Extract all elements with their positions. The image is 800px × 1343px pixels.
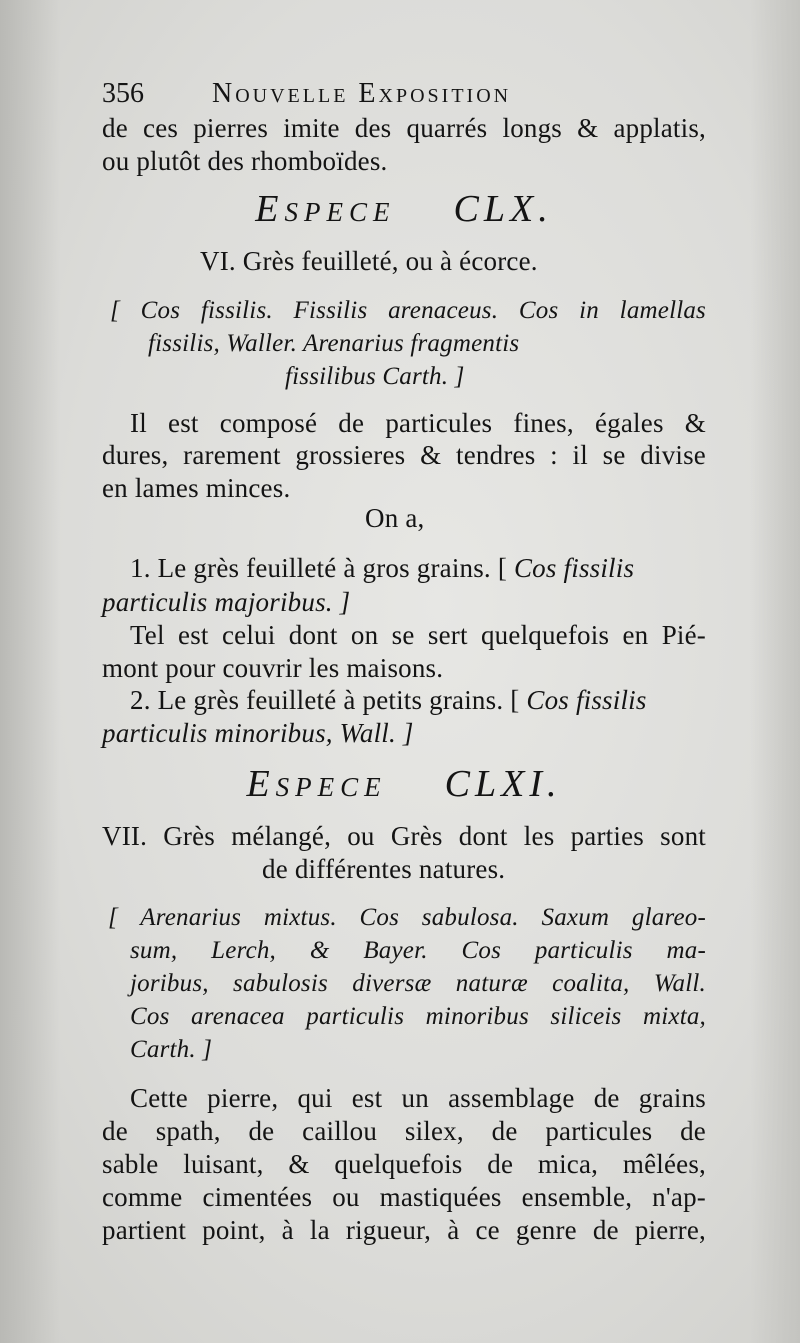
text-line: ou plutôt des rhomboïdes. [102, 146, 388, 176]
running-title: Nouvelle Exposition [212, 78, 512, 109]
text-line: Cette pierre, qui est un assemblage de grains [130, 1083, 706, 1113]
page-shadow-right [750, 0, 800, 1343]
text-line: mont pour couvrir les maisons. [102, 653, 444, 683]
text-segment-italic: Cos fissilis [513, 553, 635, 583]
reference-line: [ Arenarius mixtus. Cos sabulosa. Saxum glareo- [108, 904, 706, 931]
section-title: de différentes natures. [262, 854, 506, 884]
text-line: sable luisant, & quelquefois de mica, mêlées, [102, 1149, 706, 1179]
reference-line: joribus, sabulosis diversæ naturæ coalita, Wall. [130, 970, 706, 997]
reference-line: Carth. ] [130, 1036, 213, 1063]
page-number: 356 [102, 78, 144, 109]
page-shadow-left [0, 0, 60, 1343]
text-segment: 2. Le grès feuilleté à petits grains. [ [130, 685, 520, 715]
text-line: Il est composé de particules fines, égales & [130, 408, 706, 438]
section-title: VI. Grès feuilleté, ou à écorce. [200, 246, 538, 276]
reference-line: [ Cos fissilis. Fissilis arenaceus. Cos in lamellas [110, 297, 706, 324]
text-line [130, 682, 706, 718]
reference-line: Cos arenacea particulis minoribus siliceis mixta, [130, 1003, 706, 1030]
species-heading-clx [102, 186, 706, 232]
text-line: On a, [365, 503, 425, 533]
species-number: CLXI. [444, 763, 562, 805]
species-word: Espece [246, 763, 387, 805]
text-line: particulis minoribus, Wall. ] [102, 718, 414, 748]
text-line: comme cimentées ou mastiquées ensemble, n'ap- [102, 1182, 706, 1212]
species-heading-clxi [102, 761, 706, 807]
text-segment: 1. Le grès feuilleté à gros grains. [ [130, 553, 508, 583]
text-line: de spath, de caillou silex, de particules de [102, 1116, 706, 1146]
reference-line: fissilibus Carth. ] [285, 363, 465, 390]
species-word: Espece [255, 188, 396, 230]
species-number: CLX. [453, 188, 553, 230]
text-line: partient point, à la rigueur, à ce genre de pierre, [102, 1215, 706, 1245]
text-line: en lames minces. [102, 473, 291, 503]
reference-line: fissilis, Waller. Arenarius fragmentis [148, 330, 520, 357]
section-title: VII. Grès mélangé, ou Grès dont les parties sont [102, 821, 706, 851]
text-line: particulis majoribus. ] [102, 587, 351, 617]
text-line: dures, rarement grossieres & tendres : il se divise [102, 440, 706, 470]
reference-line: sum, Lerch, & Bayer. Cos particulis ma- [130, 937, 706, 964]
text-line: de ces pierres imite des quarrés longs & applatis, [102, 113, 706, 143]
text-segment-italic: Cos fissilis [526, 685, 647, 715]
text-line: Tel est celui dont on se sert quelquefois en Pié- [130, 620, 706, 650]
text-line [130, 550, 706, 586]
running-header [102, 74, 706, 114]
